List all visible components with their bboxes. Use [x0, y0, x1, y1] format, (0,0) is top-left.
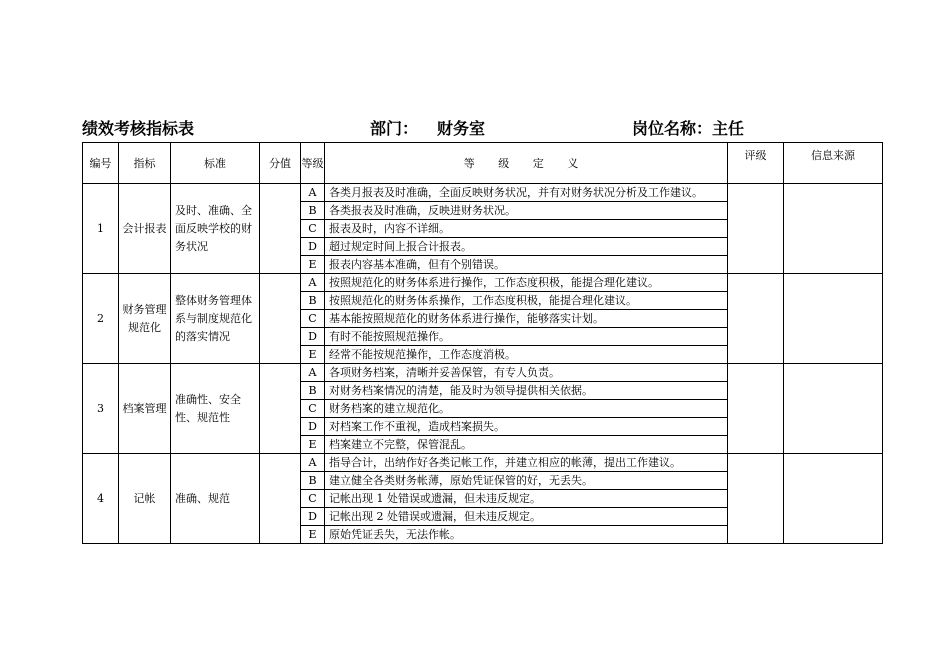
grade-letter: A [301, 274, 325, 292]
department-label: 部门： [370, 119, 419, 138]
grade-letter: B [301, 472, 325, 490]
column-header-score: 分值 [260, 143, 301, 184]
score-cell [260, 364, 301, 454]
row-number: 4 [83, 454, 119, 544]
grade-letter: D [301, 508, 325, 526]
grade-definition: 财务档案的建立规范化。 [325, 400, 728, 418]
grade-definition: 超过规定时间上报合计报表。 [325, 238, 728, 256]
grade-letter: B [301, 382, 325, 400]
row-number: 2 [83, 274, 119, 364]
column-header-no: 编号 [83, 143, 119, 184]
column-header-definition: 等 级 定 义 [325, 143, 728, 184]
standard-cell: 整体财务管理体系与制度规范化的落实情况 [171, 274, 260, 364]
grade-letter: B [301, 292, 325, 310]
indicator-cell: 记帐 [119, 454, 171, 544]
grade-definition: 按照规范化的财务体系操作，工作态度积极，能提合理化建议。 [325, 292, 728, 310]
document-header [0, 116, 950, 138]
grade-letter: D [301, 418, 325, 436]
grade-definition: 对档案工作不重视，造成档案损失。 [325, 418, 728, 436]
grade-letter: D [301, 238, 325, 256]
department-value: 财务室 [437, 119, 486, 138]
score-cell [260, 184, 301, 274]
source-cell [784, 364, 883, 454]
grade-letter: A [301, 454, 325, 472]
grade-letter: E [301, 346, 325, 364]
grade-letter: C [301, 220, 325, 238]
column-header-source: 信息来源 [784, 143, 883, 184]
column-header-grade-level: 等级 [301, 143, 325, 184]
score-cell [260, 454, 301, 544]
grade-letter: E [301, 256, 325, 274]
grade-definition: 记帐出现 2 处错误或遗漏，但未违反规定。 [325, 508, 728, 526]
grade-letter: C [301, 490, 325, 508]
rating-cell [728, 274, 784, 364]
table-row [83, 274, 883, 292]
row-number: 3 [83, 364, 119, 454]
standard-cell: 准确、规范 [171, 454, 260, 544]
indicator-cell: 会计报表 [119, 184, 171, 274]
kpi-table [82, 142, 883, 544]
grade-definition: 各类月报表及时准确，全面反映财务状况，并有对财务状况分析及工作建议。 [325, 184, 728, 202]
grade-definition: 原始凭证丢失，无法作帐。 [325, 526, 728, 544]
grade-letter: A [301, 184, 325, 202]
grade-letter: B [301, 202, 325, 220]
table-header-row [83, 143, 883, 184]
grade-letter: D [301, 328, 325, 346]
rating-cell [728, 364, 784, 454]
indicator-cell: 档案管理 [119, 364, 171, 454]
column-header-standard: 标准 [171, 143, 260, 184]
grade-definition: 记帐出现 1 处错误或遗漏，但未违反规定。 [325, 490, 728, 508]
grade-letter: E [301, 526, 325, 544]
table-row [83, 364, 883, 382]
grade-letter: C [301, 310, 325, 328]
score-cell [260, 274, 301, 364]
grade-definition: 经常不能按规范操作，工作态度消极。 [325, 346, 728, 364]
grade-definition: 报表内容基本准确，但有个别错误。 [325, 256, 728, 274]
column-header-indicator: 指标 [119, 143, 171, 184]
grade-definition: 指导合计，出纳作好各类记帐工作，并建立相应的帐薄，提出工作建议。 [325, 454, 728, 472]
source-cell [784, 274, 883, 364]
grade-letter: E [301, 436, 325, 454]
standard-cell: 及时、准确、全面反映学校的财务状况 [171, 184, 260, 274]
rating-cell [728, 454, 784, 544]
indicator-cell: 财务管理规范化 [119, 274, 171, 364]
position-name: 岗位名称：主任 [632, 119, 745, 138]
rating-cell [728, 184, 784, 274]
table-row [83, 184, 883, 202]
grade-definition: 各类报表及时准确，反映进财务状况。 [325, 202, 728, 220]
grade-definition: 建立健全各类财务帐薄，原始凭证保管的好，无丢失。 [325, 472, 728, 490]
source-cell [784, 454, 883, 544]
grade-definition: 各项财务档案，清晰并妥善保管，有专人负责。 [325, 364, 728, 382]
table-row [83, 454, 883, 472]
source-cell [784, 184, 883, 274]
grade-definition: 基本能按照规范化的财务体系进行操作，能够落实计划。 [325, 310, 728, 328]
grade-definition: 档案建立不完整，保管混乱。 [325, 436, 728, 454]
grade-letter: C [301, 400, 325, 418]
grade-definition: 对财务档案情况的清楚，能及时为领导提供相关依据。 [325, 382, 728, 400]
table-body [83, 184, 883, 544]
grade-definition: 按照规范化的财务体系进行操作，工作态度积极，能提合理化建议。 [325, 274, 728, 292]
standard-cell: 准确性、安全性、规范性 [171, 364, 260, 454]
document-title: 绩效考核指标表 [82, 119, 195, 138]
grade-definition: 报表及时，内容不详细。 [325, 220, 728, 238]
grade-letter: A [301, 364, 325, 382]
grade-definition: 有时不能按照规范操作。 [325, 328, 728, 346]
row-number: 1 [83, 184, 119, 274]
column-header-rating: 评级 [728, 143, 784, 184]
